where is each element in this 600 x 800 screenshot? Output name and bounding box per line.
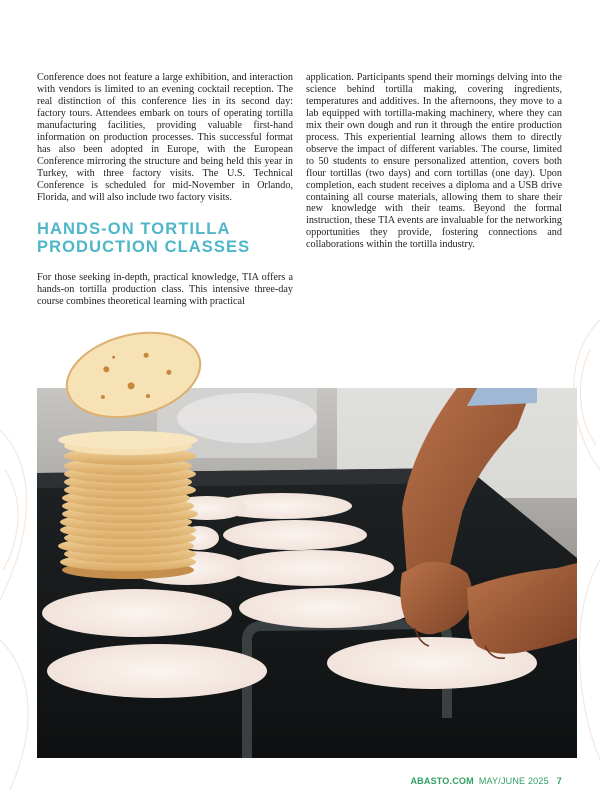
body-paragraph: application. Participants spend their mornings delving into the science behind tortilla making, covering ingredients, temperatures and additives. In the afternoons, they move to a lab equipped with tortilla-making machinery, where they can mix their own dough and run it through the entire production process. This experiential learning allows them to directly observe the impact of different variables. The course, limited to 50 students to ensure personalized attention, covers both flour tortillas (two days) and corn tortillas (one day). Upon completion, each student receives a diploma and a USB drive containing all course materials, allowing them to share their new knowledge with their teams. Beyond the formal instruction, these TIA events are invaluable for the networking opportunities they provide, fostering connections and collaborations within the tortilla industry. — [306, 72, 562, 251]
page-number: 7 — [556, 776, 562, 786]
left-column — [37, 72, 293, 308]
tortilla-griddle-photo — [37, 388, 577, 758]
page-footer — [410, 776, 562, 786]
footer-site: ABASTO.COM — [410, 776, 474, 786]
right-column — [306, 72, 562, 251]
section-heading: HANDS-ON TORTILLA PRODUCTION CLASSES — [37, 220, 251, 257]
body-paragraph: For those seeking in-depth, practical knowledge, TIA offers a hands-on tortilla production class. This intensive three-day course combines theoretical learning with practical — [37, 272, 293, 308]
footer-issue: MAY/JUNE 2025 — [478, 776, 549, 786]
body-paragraph: Conference does not feature a large exhibition, and interaction with vendors is limited to an evening cocktail reception. The real distinction of this conference lies in its second day: factory tours. Attendees embark on tours of operating tortilla manufacturing facilities, providing valuable first-hand information on production processes. This successful format has also been adopted in Europe, with the European Conference mirroring the structure and being held this year in Turkey, with three factory visits. The U.S. Technical Conference is scheduled for mid-November in Orlando, Florida, and will also include two factory visits. — [37, 72, 293, 203]
